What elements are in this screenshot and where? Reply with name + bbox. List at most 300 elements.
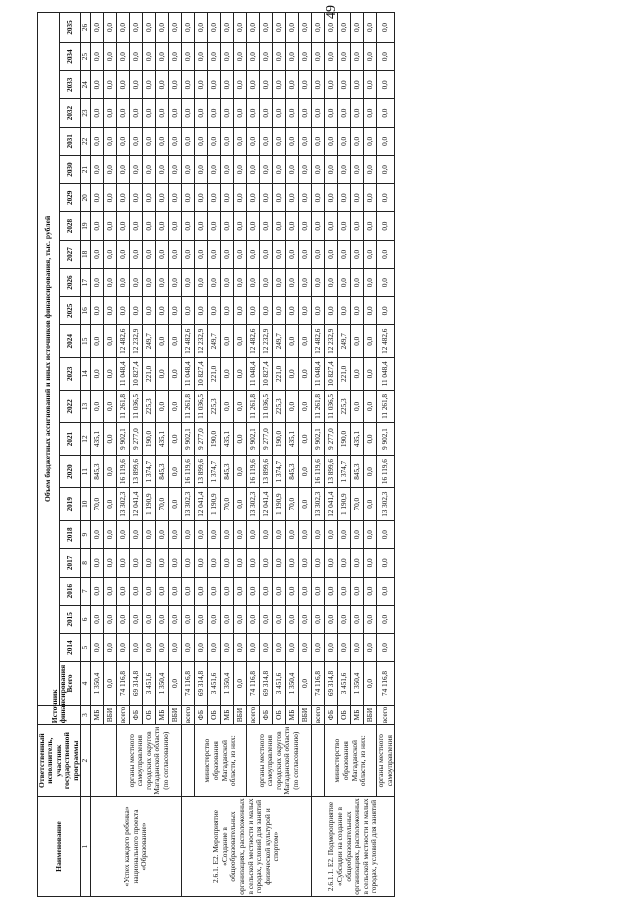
value-cell: 0,0 — [104, 240, 117, 268]
row-source: всего: — [182, 705, 195, 725]
value-cell: 13 302,3 — [117, 488, 130, 521]
value-cell: 0,0 — [325, 605, 338, 633]
value-cell: 0,0 — [169, 325, 182, 358]
value-cell: 3 451,6 — [208, 662, 221, 705]
value-cell: 74 116,8 — [377, 662, 395, 705]
value-cell: 0,0 — [299, 390, 312, 423]
value-cell: 0,0 — [221, 71, 234, 99]
value-cell: 0,0 — [130, 521, 143, 549]
value-cell: 0,0 — [234, 455, 247, 488]
value-cell: 0,0 — [91, 297, 104, 325]
value-cell: 0,0 — [377, 184, 395, 212]
value-cell: 0,0 — [208, 634, 221, 662]
value-cell: 0,0 — [273, 13, 286, 43]
year-header: 2017 — [59, 549, 81, 577]
row-executor: министерство образования Магаданской области, из них: — [195, 725, 247, 797]
value-cell: 10 827,4 — [130, 358, 143, 391]
value-cell: 0,0 — [104, 634, 117, 662]
value-cell: 0,0 — [182, 155, 195, 183]
value-cell: 0,0 — [377, 549, 395, 577]
value-cell: 0,0 — [247, 42, 260, 70]
value-cell: 845,3 — [91, 455, 104, 488]
table-row — [182, 13, 195, 897]
value-cell: 0,0 — [195, 268, 208, 296]
value-cell: 0,0 — [195, 212, 208, 240]
value-cell: 12 041,4 — [260, 488, 273, 521]
value-cell: 0,0 — [195, 549, 208, 577]
value-cell: 0,0 — [247, 71, 260, 99]
value-cell: 13 899,6 — [130, 455, 143, 488]
value-cell: 0,0 — [299, 71, 312, 99]
value-cell: 0,0 — [247, 297, 260, 325]
column-number: 6 — [81, 605, 91, 633]
value-cell: 0,0 — [351, 240, 364, 268]
value-cell: 0,0 — [286, 605, 299, 633]
value-cell: 0,0 — [364, 240, 377, 268]
value-cell: 12 041,4 — [130, 488, 143, 521]
row-source: всего: — [312, 705, 325, 725]
year-header: 2023 — [59, 358, 81, 391]
row-source: ВБИ — [364, 705, 377, 725]
value-cell: 0,0 — [208, 549, 221, 577]
value-cell: 0,0 — [325, 634, 338, 662]
row-source: всего: — [377, 705, 395, 725]
value-cell: 74 116,8 — [312, 662, 325, 705]
value-cell: 0,0 — [169, 549, 182, 577]
value-cell: 0,0 — [169, 155, 182, 183]
value-cell: 0,0 — [143, 240, 156, 268]
value-cell: 0,0 — [156, 71, 169, 99]
value-cell: 0,0 — [104, 358, 117, 391]
value-cell: 0,0 — [208, 212, 221, 240]
value-cell: 0,0 — [182, 549, 195, 577]
value-cell: 0,0 — [312, 549, 325, 577]
column-number: 24 — [81, 71, 91, 99]
rotated-page — [37, 12, 622, 897]
value-cell: 0,0 — [208, 99, 221, 127]
value-cell: 0,0 — [182, 184, 195, 212]
value-cell: 0,0 — [338, 521, 351, 549]
value-cell: 0,0 — [156, 577, 169, 605]
column-number: 18 — [81, 240, 91, 268]
value-cell: 0,0 — [104, 488, 117, 521]
value-cell: 0,0 — [234, 549, 247, 577]
value-cell: 249,7 — [273, 325, 286, 358]
value-cell: 0,0 — [351, 127, 364, 155]
row-executor: министерство образования Магаданской области, из них: — [325, 725, 377, 797]
value-cell: 0,0 — [377, 240, 395, 268]
value-cell: 435,1 — [221, 423, 234, 456]
column-number: 15 — [81, 325, 91, 358]
budget-table — [37, 12, 395, 897]
value-cell: 0,0 — [182, 268, 195, 296]
value-cell: 0,0 — [130, 268, 143, 296]
row-source: МБ — [351, 705, 364, 725]
row-source: МБ — [156, 705, 169, 725]
value-cell: 0,0 — [234, 13, 247, 43]
year-header: 2024 — [59, 325, 81, 358]
value-cell: 0,0 — [351, 155, 364, 183]
value-cell: 0,0 — [377, 521, 395, 549]
value-cell: 435,1 — [351, 423, 364, 456]
value-cell: 221,0 — [273, 358, 286, 391]
value-cell: 0,0 — [364, 390, 377, 423]
value-cell: 0,0 — [195, 577, 208, 605]
value-cell: 0,0 — [260, 521, 273, 549]
value-cell: 11 036,5 — [325, 390, 338, 423]
year-header: 2019 — [59, 488, 81, 521]
value-cell: 0,0 — [208, 13, 221, 43]
value-cell: 0,0 — [221, 358, 234, 391]
value-cell: 0,0 — [195, 634, 208, 662]
header-name: Наименование — [38, 797, 81, 897]
column-number: 2 — [81, 725, 91, 797]
value-cell: 0,0 — [117, 577, 130, 605]
value-cell: 0,0 — [247, 521, 260, 549]
value-cell: 0,0 — [104, 423, 117, 456]
value-cell: 0,0 — [273, 634, 286, 662]
year-header: 2025 — [59, 297, 81, 325]
value-cell: 0,0 — [234, 155, 247, 183]
value-cell: 0,0 — [91, 240, 104, 268]
value-cell: 0,0 — [234, 71, 247, 99]
value-cell: 0,0 — [338, 127, 351, 155]
value-cell: 0,0 — [182, 240, 195, 268]
value-cell: 0,0 — [338, 42, 351, 70]
row-executor — [182, 725, 195, 797]
value-cell: 0,0 — [234, 127, 247, 155]
year-header: 2014 — [59, 634, 81, 662]
column-number: 23 — [81, 99, 91, 127]
value-cell: 0,0 — [104, 13, 117, 43]
value-cell: 0,0 — [312, 42, 325, 70]
value-cell: 0,0 — [234, 42, 247, 70]
value-cell: 0,0 — [299, 577, 312, 605]
value-cell: 0,0 — [156, 634, 169, 662]
row-source: ОБ — [338, 705, 351, 725]
year-header: 2020 — [59, 455, 81, 488]
value-cell: 190,0 — [338, 423, 351, 456]
value-cell: 0,0 — [364, 488, 377, 521]
value-cell: 0,0 — [325, 71, 338, 99]
value-cell: 0,0 — [104, 297, 117, 325]
value-cell: 0,0 — [299, 268, 312, 296]
value-cell: 1 374,7 — [143, 455, 156, 488]
value-cell: 0,0 — [364, 155, 377, 183]
value-cell: 11 261,8 — [117, 390, 130, 423]
year-header: 2030 — [59, 155, 81, 183]
value-cell: 0,0 — [221, 99, 234, 127]
row-name: 2.6.1.1. Е2. Подмероприятие «Субсидии на создание в общеобразовательных организациях, расположенных в сельской местности и малых городах, условий для занятий — [312, 797, 395, 897]
value-cell: 435,1 — [156, 423, 169, 456]
value-cell: 0,0 — [312, 297, 325, 325]
row-source: всего: — [247, 705, 260, 725]
value-cell: 0,0 — [117, 521, 130, 549]
year-header: 2018 — [59, 521, 81, 549]
value-cell: 0,0 — [169, 212, 182, 240]
value-cell: 1 374,7 — [273, 455, 286, 488]
value-cell: 0,0 — [299, 358, 312, 391]
value-cell: 0,0 — [130, 240, 143, 268]
value-cell: 0,0 — [130, 127, 143, 155]
header-volume: Объем бюджетных ассигнований и иных источников финансирования, тыс. рублей — [38, 13, 60, 706]
value-cell: 0,0 — [169, 297, 182, 325]
value-cell: 0,0 — [377, 297, 395, 325]
value-cell: 0,0 — [182, 99, 195, 127]
value-cell: 0,0 — [195, 605, 208, 633]
table-row — [377, 13, 395, 897]
value-cell: 0,0 — [143, 268, 156, 296]
value-cell: 12 482,6 — [377, 325, 395, 358]
value-cell: 0,0 — [247, 99, 260, 127]
value-cell: 0,0 — [312, 212, 325, 240]
value-cell: 0,0 — [208, 521, 221, 549]
value-cell: 0,0 — [234, 390, 247, 423]
value-cell: 0,0 — [143, 42, 156, 70]
value-cell: 0,0 — [221, 155, 234, 183]
value-cell: 69 314,8 — [325, 662, 338, 705]
value-cell: 0,0 — [260, 634, 273, 662]
row-executor: органы местного самоуправления — [377, 725, 395, 797]
row-source: ОБ — [143, 705, 156, 725]
value-cell: 0,0 — [286, 325, 299, 358]
value-cell: 0,0 — [299, 605, 312, 633]
value-cell: 10 827,4 — [195, 358, 208, 391]
value-cell: 0,0 — [364, 423, 377, 456]
value-cell: 0,0 — [91, 390, 104, 423]
value-cell: 0,0 — [143, 13, 156, 43]
value-cell: 16 119,6 — [377, 455, 395, 488]
column-number: 12 — [81, 423, 91, 456]
value-cell: 16 119,6 — [312, 455, 325, 488]
value-cell: 0,0 — [364, 297, 377, 325]
value-cell: 0,0 — [247, 240, 260, 268]
value-cell: 12 482,6 — [117, 325, 130, 358]
value-cell: 435,1 — [91, 423, 104, 456]
value-cell: 0,0 — [156, 297, 169, 325]
value-cell: 0,0 — [273, 212, 286, 240]
value-cell: 0,0 — [221, 297, 234, 325]
table-row — [312, 13, 325, 897]
row-executor — [312, 725, 325, 797]
year-header: 2016 — [59, 577, 81, 605]
value-cell: 12 041,4 — [195, 488, 208, 521]
value-cell: 3 451,6 — [143, 662, 156, 705]
value-cell: 0,0 — [117, 268, 130, 296]
value-cell: 13 899,6 — [195, 455, 208, 488]
value-cell: 0,0 — [91, 42, 104, 70]
value-cell: 0,0 — [221, 390, 234, 423]
value-cell: 0,0 — [221, 184, 234, 212]
value-cell: 0,0 — [143, 71, 156, 99]
value-cell: 0,0 — [169, 358, 182, 391]
value-cell: 225,3 — [338, 390, 351, 423]
value-cell: 0,0 — [286, 99, 299, 127]
value-cell: 0,0 — [247, 634, 260, 662]
value-cell: 11 261,8 — [182, 390, 195, 423]
value-cell: 0,0 — [195, 521, 208, 549]
value-cell: 0,0 — [260, 42, 273, 70]
value-cell: 12 232,9 — [260, 325, 273, 358]
value-cell: 0,0 — [195, 13, 208, 43]
value-cell: 12 041,4 — [325, 488, 338, 521]
value-cell: 0,0 — [104, 127, 117, 155]
value-cell: 0,0 — [351, 577, 364, 605]
value-cell: 0,0 — [117, 605, 130, 633]
column-number: 5 — [81, 634, 91, 662]
value-cell: 0,0 — [325, 184, 338, 212]
value-cell: 0,0 — [364, 212, 377, 240]
value-cell: 0,0 — [247, 13, 260, 43]
value-cell: 0,0 — [234, 577, 247, 605]
value-cell: 0,0 — [312, 634, 325, 662]
value-cell: 16 119,6 — [117, 455, 130, 488]
value-cell: 0,0 — [260, 297, 273, 325]
value-cell: 0,0 — [260, 184, 273, 212]
value-cell: 0,0 — [91, 99, 104, 127]
value-cell: 0,0 — [91, 268, 104, 296]
value-cell: 0,0 — [377, 71, 395, 99]
value-cell: 0,0 — [299, 212, 312, 240]
value-cell: 0,0 — [117, 42, 130, 70]
value-cell: 3 451,6 — [273, 662, 286, 705]
value-cell: 845,3 — [286, 455, 299, 488]
value-cell: 0,0 — [299, 184, 312, 212]
value-cell: 0,0 — [91, 577, 104, 605]
value-cell: 0,0 — [299, 155, 312, 183]
value-cell: 11 036,5 — [260, 390, 273, 423]
value-cell: 0,0 — [143, 127, 156, 155]
value-cell: 9 902,1 — [182, 423, 195, 456]
value-cell: 0,0 — [260, 13, 273, 43]
value-cell: 0,0 — [182, 577, 195, 605]
value-cell: 0,0 — [247, 155, 260, 183]
value-cell: 0,0 — [221, 240, 234, 268]
value-cell: 1 350,4 — [91, 662, 104, 705]
value-cell: 0,0 — [299, 549, 312, 577]
value-cell: 0,0 — [156, 155, 169, 183]
value-cell: 0,0 — [351, 325, 364, 358]
value-cell: 0,0 — [104, 325, 117, 358]
value-cell: 0,0 — [364, 184, 377, 212]
value-cell: 0,0 — [130, 71, 143, 99]
value-cell: 0,0 — [221, 42, 234, 70]
value-cell: 9 277,0 — [195, 423, 208, 456]
value-cell: 11 048,4 — [377, 358, 395, 391]
column-number: 13 — [81, 390, 91, 423]
column-numbers-row — [81, 13, 91, 897]
value-cell: 225,3 — [208, 390, 221, 423]
value-cell: 0,0 — [364, 662, 377, 705]
value-cell: 0,0 — [377, 155, 395, 183]
value-cell: 0,0 — [364, 71, 377, 99]
header-executor: Ответственный исполнитель, участник государственной программы — [38, 725, 81, 797]
value-cell: 0,0 — [91, 212, 104, 240]
column-number: 3 — [81, 705, 91, 725]
page-number: 49 — [324, 5, 339, 19]
value-cell: 0,0 — [338, 634, 351, 662]
value-cell: 0,0 — [273, 577, 286, 605]
value-cell: 12 482,6 — [182, 325, 195, 358]
table-row — [247, 13, 260, 897]
value-cell: 225,3 — [143, 390, 156, 423]
value-cell: 0,0 — [286, 390, 299, 423]
value-cell: 9 902,1 — [377, 423, 395, 456]
value-cell: 0,0 — [221, 521, 234, 549]
value-cell: 0,0 — [182, 13, 195, 43]
value-cell: 0,0 — [156, 268, 169, 296]
value-cell: 0,0 — [299, 423, 312, 456]
value-cell: 0,0 — [143, 634, 156, 662]
value-cell: 0,0 — [299, 325, 312, 358]
value-cell: 0,0 — [169, 240, 182, 268]
value-cell: 0,0 — [364, 634, 377, 662]
value-cell: 0,0 — [325, 13, 338, 43]
row-source: ФБ — [130, 705, 143, 725]
column-number: 22 — [81, 127, 91, 155]
value-cell: 70,0 — [91, 488, 104, 521]
value-cell: 0,0 — [104, 521, 117, 549]
value-cell: 0,0 — [351, 268, 364, 296]
year-header: 2028 — [59, 212, 81, 240]
column-number: 16 — [81, 297, 91, 325]
value-cell: 0,0 — [273, 155, 286, 183]
value-cell: 70,0 — [351, 488, 364, 521]
value-cell: 0,0 — [169, 13, 182, 43]
value-cell: 0,0 — [104, 549, 117, 577]
value-cell: 69 314,8 — [130, 662, 143, 705]
value-cell: 0,0 — [195, 99, 208, 127]
value-cell: 0,0 — [364, 13, 377, 43]
value-cell: 0,0 — [377, 42, 395, 70]
value-cell: 0,0 — [143, 605, 156, 633]
value-cell: 0,0 — [312, 155, 325, 183]
value-cell: 0,0 — [195, 240, 208, 268]
table-row — [195, 13, 208, 897]
value-cell: 0,0 — [130, 99, 143, 127]
value-cell: 0,0 — [351, 71, 364, 99]
value-cell: 0,0 — [325, 268, 338, 296]
value-cell: 0,0 — [338, 184, 351, 212]
value-cell: 0,0 — [364, 455, 377, 488]
value-cell: 13 302,3 — [182, 488, 195, 521]
value-cell: 0,0 — [299, 662, 312, 705]
year-header: 2022 — [59, 390, 81, 423]
value-cell: 74 116,8 — [247, 662, 260, 705]
table-header — [38, 13, 91, 897]
value-cell: 0,0 — [325, 577, 338, 605]
value-cell: 0,0 — [91, 13, 104, 43]
value-cell: 0,0 — [364, 99, 377, 127]
value-cell: 0,0 — [169, 521, 182, 549]
value-cell: 0,0 — [364, 605, 377, 633]
value-cell: 1 350,4 — [286, 662, 299, 705]
row-name: 2.6.1. Е2. Мероприятие «Создание в общеобразовательных организациях, расположенных в сельской местности и малых городах, условий для занятий физической культурой и спортом» — [182, 797, 312, 897]
column-number: 19 — [81, 212, 91, 240]
value-cell: 0,0 — [260, 605, 273, 633]
value-cell: 0,0 — [286, 358, 299, 391]
value-cell: 0,0 — [156, 99, 169, 127]
value-cell: 0,0 — [247, 605, 260, 633]
value-cell: 0,0 — [208, 240, 221, 268]
value-cell: 0,0 — [156, 240, 169, 268]
value-cell: 0,0 — [104, 577, 117, 605]
value-cell: 9 277,0 — [325, 423, 338, 456]
value-cell: 0,0 — [91, 127, 104, 155]
value-cell: 0,0 — [130, 13, 143, 43]
value-cell: 0,0 — [260, 268, 273, 296]
value-cell: 0,0 — [208, 268, 221, 296]
